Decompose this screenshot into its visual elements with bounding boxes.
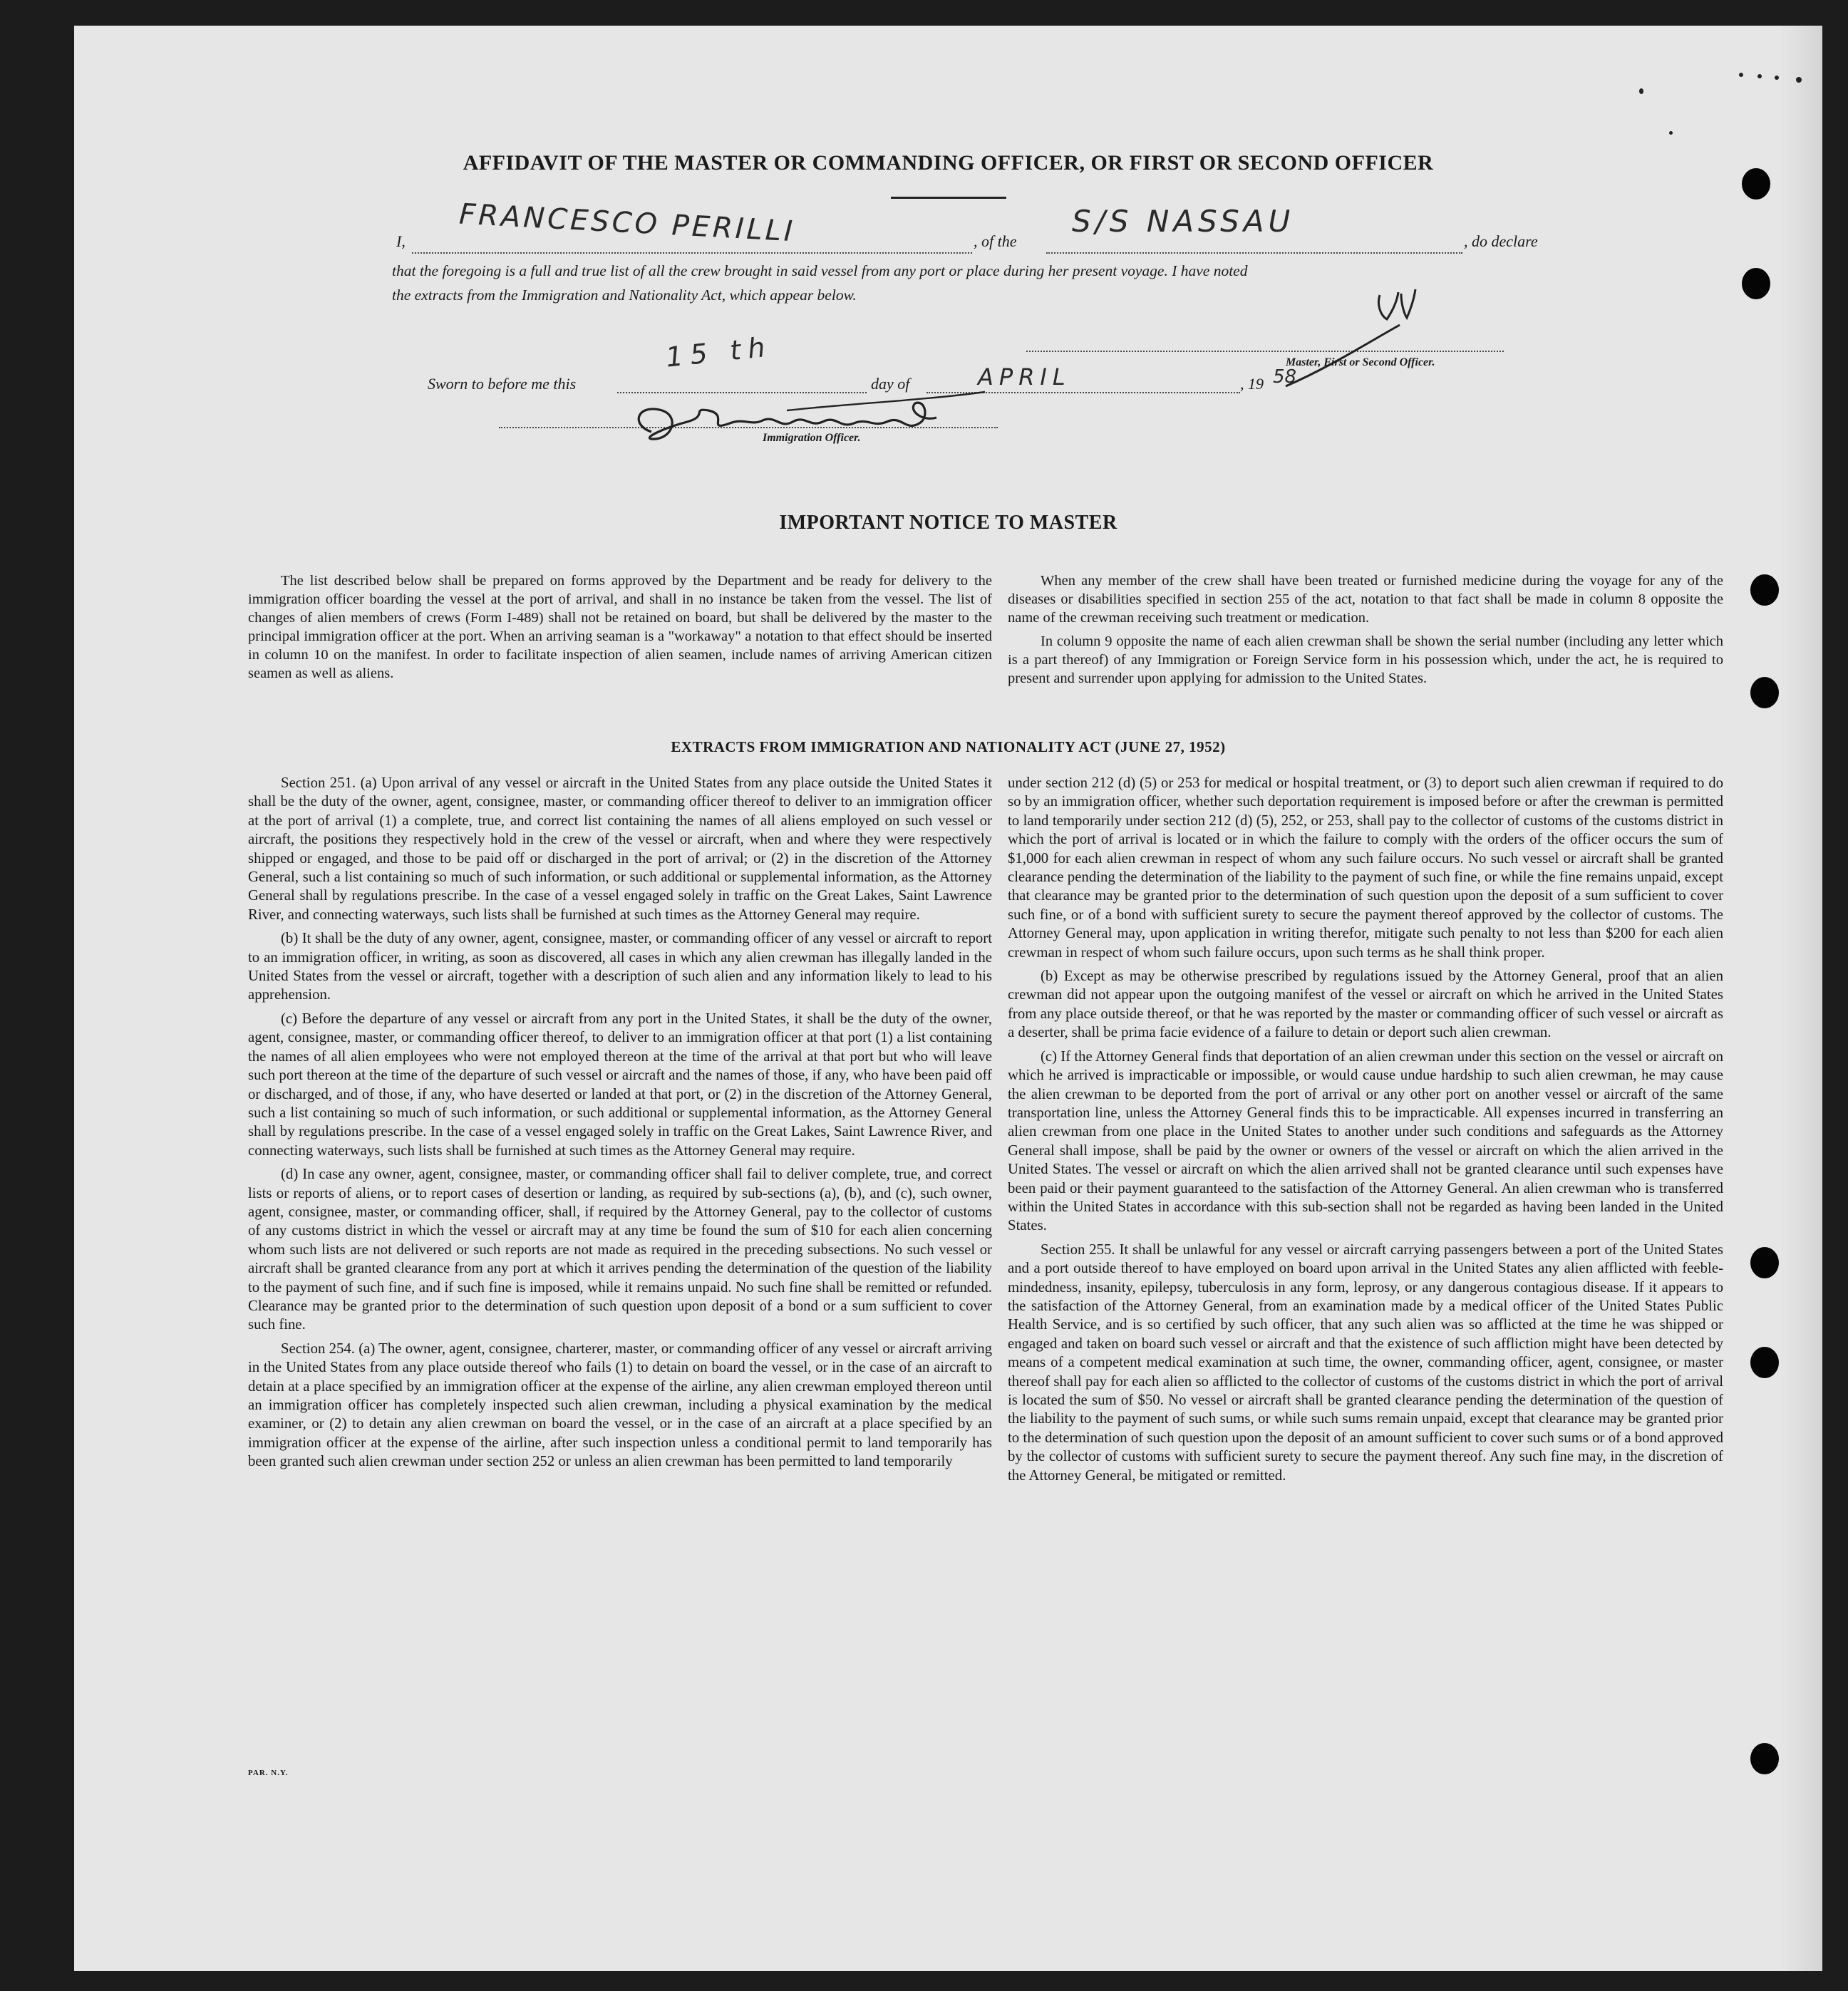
scan-speck	[1796, 77, 1802, 83]
handwritten-month: APRIL	[978, 363, 1071, 391]
extract-section-254a-cont: under section 212 (d) (5) or 253 for medical or hospital treatment, or (3) to deport such alien crewman if required to do so by an immigration officer, whether such deportation requirement is imposed before or after the crewman is permitted to land temporarily under section 212 (d) (5), 252, or 253, shall pay to the collector of customs of the customs district in which the port of arrival is located or in which the failure to comply with the orders of the officer occurs the sum of $1,000 for each alien crewman in respect of whom any such failure occurs. No such vessel or aircraft shall be granted clearance pending the determination of the liability to the payment of such fine, or while the fine remains unpaid, except that clearance may be granted prior to the determination of such question upon the deposit of a sum sufficient to cover such fine, or of a bond with sufficient surety to secure the payment thereof approved by the collector of customs. The Attorney General may, upon application in writing therefor, mitigate such penalty to not less than $200 for each alien crewman in respect of whom such failure occurs, upon such terms as he shall think proper.	[1008, 775, 1723, 961]
i-label: I,	[396, 232, 406, 250]
punch-hole	[1750, 677, 1779, 708]
punch-hole	[1750, 1347, 1779, 1378]
scan-speck	[1757, 74, 1762, 78]
scan-speck	[1739, 73, 1743, 77]
handwritten-name: FRANCESCO PERILLI	[458, 197, 797, 249]
extract-section-251b: (b) It shall be the duty of any owner, agent, consignee, master, or commanding officer of any vessel or aircraft to report to an immigration officer, in writing, as soon as discovered, all cases in which any alien crewman has illegally landed in the United States from the vessel or aircraft, together with a description of such alien and any information likely to lead to his apprehension.	[248, 930, 992, 1003]
scan-speck	[1669, 131, 1673, 135]
extract-section-251d: (d) In case any owner, agent, consignee, master, or commanding officer shall fail to deliver complete, true, and correct lists or reports of aliens, or to report cases of desertion or landing, as required by sub-sections (a), (b), and (c), such owner, agent, consignee, master, or commanding officer, shall, if required by the Attorney General, pay to the collector of customs of any customs district in which the vessel or aircraft may at any time be found the sum of $10 for each alien concerning whom such lists are not delivered or such reports are not made as required in the preceding subsections. No such vessel or aircraft shall be granted clearance from any port at which it arrives pending the determination of the question of the liability to the payment of such fine, and if such fine is imposed, while it remains unpaid. No such fine shall be remitted or refunded. Clearance may be granted prior to the determination of such question upon deposit of a bond or a sum sufficient to cover such fine.	[248, 1166, 992, 1333]
handwritten-day: 15 th	[664, 331, 774, 373]
notice-left-paragraph: The list described below shall be prepared on forms approved by the Department and be ready for delivery to the immigration officer boarding the vessel at the port of arrival, and shall in no instance be taken from the vessel. The list of changes of alien members of crews (Form I-489) shall not be retained on board, but shall be delivered by the master to the principal immigration officer at the port. When an arriving seaman is a "workaway" a notation to that effect should be inserted in column 10 on the manifest. In order to facilitate inspection of alien seamen, include names of arriving American citizen seamen as well as aliens.	[248, 573, 992, 681]
officer-caption: Immigration Officer.	[763, 432, 861, 444]
handwritten-year: 58	[1273, 366, 1297, 388]
extract-section-254c: (c) If the Attorney General finds that deportation of an alien crewman under this section on the vessel or aircraft on which he arrived is impracticable or impossible, or would cause undue hardship to such alien crewman, he may cause the alien crewman to be deported from the port of arrival or any other port on another vessel or aircraft of the same transportation line, unless the Attorney General finds this to be impracticable. All expenses incurred in transferring an alien crewman from one place in the United States to another under such conditions and safeguards as the Attorney General shall impose, shall be paid by the owner or owners of the vessel or aircraft on which the alien arrived in the United States. The vessel or aircraft on which the alien arrived shall not be granted clearance until such expenses have been paid or their payment guaranteed to the satisfaction of the Attorney General. An alien crewman who is transferred within the United States in accordance with this sub-section shall not be regarded as having been landed in the United States.	[1008, 1048, 1723, 1234]
extract-section-251c: (c) Before the departure of any vessel or aircraft from any port in the United States, it shall be the duty of the owner, agent, consignee, master, or commanding officer thereof, to deliver to an immigration officer at that port (1) a list containing the names of all alien employees who were not employed thereon at the time of the arrival at that port but who will leave such port thereon at the time of the departure of such vessel or aircraft and the names of those, if any, who have been paid off or discharged, and of those, if any, who have deserted or landed at that port, or (2) in the discretion of the Attorney General, such a list containing so much of such information, or such additional or supplemental information, as the Attorney General shall by regulations prescribe. In the case of a vessel engaged solely in traffic on the Great Lakes, Saint Lawrence River, and connecting waterways, such lists shall be furnished at such times as the Attorney General may require.	[248, 1010, 992, 1159]
vessel-line	[1046, 252, 1462, 254]
scan-speck	[1639, 88, 1643, 94]
extract-section-255: Section 255. It shall be unlawful for any vessel or aircraft carrying passengers between a port of the United States and a port outside thereof to have employed on board upon arrival in the United States any alien afflicted with feeble-mindedness, insanity, epilepsy, tuberculosis in any form, leprosy, or any dangerous contagious disease. If it appears to the satisfaction of the Attorney General, from an examination made by a medical officer of the United States Public Health Service, and is so certified by such officer, that any such alien was so afflicted at the time he was shipped or engaged and taken on board such vessel or aircraft and that the existence of such affliction might have been detected by means of a competent medical examination at such time, the owner, commanding officer, agent, consignee, or master thereof shall pay for each alien so afflicted to the collector of customs of the customs district in which the port of arrival is located the sum of $50. No vessel or aircraft shall be granted clearance pending the determination of the question of the liability to the payment of such sums, or while such sums remain unpaid, except that clearance may be granted prior to the determination of such question upon the deposit of an amount sufficient to cover such sums or of a bond approved by the collector of customs with sufficient surety to secure the payment thereof. Any such fine may, in the discretion of the Attorney General, be mitigated or remitted.	[1008, 1241, 1723, 1484]
statement-line-2: the extracts from the Immigration and Nationality Act, which appear below.	[392, 286, 857, 304]
extract-section-254b: (b) Except as may be otherwise prescribed by regulations issued by the Attorney General, proof that an alien crewman did not appear upon the outgoing manifest of the vessel or aircraft on which he arrived in the United States from any place outside thereof, or that he was reported by the master or commanding officer of such vessel or aircraft as a deserter, shall be prima facie evidence of a failure to detain or deport such alien crewman.	[1008, 968, 1723, 1041]
statement-line-1: that the foregoing is a full and true list of all the crew brought in said vessel from any port or place during her present voyage. I have noted	[392, 262, 1248, 279]
notice-left-column	[248, 572, 992, 688]
do-declare-label: , do declare	[1464, 232, 1538, 250]
of-the-label: , of the	[974, 232, 1017, 250]
notice-right-column	[1008, 572, 1723, 693]
day-of-label: day of	[871, 375, 910, 393]
notice-title: IMPORTANT NOTICE TO MASTER	[779, 512, 1117, 534]
extracts-right-column	[1008, 774, 1723, 1490]
extract-section-254a: Section 254. (a) The owner, agent, consignee, charterer, master, or commanding officer of any vessel or aircraft arriving in the United States from any place outside thereof who fails (1) to detain on board the vessel, or in the case of an aircraft to detain at a place specified by an immigration officer at the expense of the airline, any alien crewman employed thereon until an immigration officer has completely inspected such alien crewman, including a physical examination by the medical examiner, or (2) to detain any alien crewman on board the vessel, or in the case of an aircraft at a place specified by an immigration officer at the expense of the airline, after such inspection unless a conditional permit to land temporarily has been granted such alien crewman under section 252 or unless an alien crewman has been permitted to land temporarily	[248, 1340, 992, 1470]
scan-speck	[1775, 76, 1779, 80]
page-title: AFFIDAVIT OF THE MASTER OR COMMANDING OFFICER, OR FIRST OR SECOND OFFICER	[463, 151, 1434, 175]
master-caption: Master, First or Second Officer.	[1286, 356, 1435, 368]
scan-shading	[1780, 26, 1822, 1971]
punch-hole	[1750, 1743, 1779, 1774]
punch-hole	[1742, 268, 1770, 299]
document-page	[74, 26, 1822, 1971]
notice-right-paragraph-2: In column 9 opposite the name of each alien crewman shall be shown the serial number (including any letter which is a part thereof) of any Immigration or Foreign Service form in his possession which, under the act, he is required to present and surrender upon applying for admission to the United States.	[1008, 634, 1723, 686]
printer-mark: PAR. N.Y.	[248, 1769, 289, 1777]
extracts-left-column	[248, 774, 992, 1477]
handwritten-vessel: S/S NASSAU	[1072, 204, 1295, 239]
title-underline	[891, 197, 1006, 199]
punch-hole	[1750, 1247, 1779, 1278]
notice-right-paragraph-1: When any member of the crew shall have been treated or furnished medicine during the voyage for any of the diseases or disabilities specified in section 255 of the act, notation to that fact shall be made in column 8 opposite the name of the crewman receiving such treatment or medication.	[1008, 573, 1723, 626]
extract-section-251a: Section 251. (a) Upon arrival of any vessel or aircraft in the United States from any place outside the United States it shall be the duty of the owner, agent, consignee, master, or commanding officer thereof to deliver to an immigration officer at the port of arrival (1) a complete, true, and correct list containing the names of all aliens employed on such vessel or aircraft, the positions they respectively hold in the crew of the vessel or aircraft, when and where they were respectively shipped or engaged, and those to be paid off or discharged in the port of arrival; or (2) in the discretion of the Attorney General, such a list containing so much of such information, or such additional or supplemental information, as the Attorney General shall by regulations prescribe. In the case of a vessel engaged solely in traffic on the Great Lakes, Saint Lawrence River, and connecting waterways, such lists shall be furnished at such times as the Attorney General may require.	[248, 775, 992, 923]
sworn-label: Sworn to before me this	[428, 375, 577, 393]
year-prefix: , 19	[1240, 375, 1264, 393]
extracts-title: EXTRACTS FROM IMMIGRATION AND NATIONALITY ACT (JUNE 27, 1952)	[671, 738, 1226, 755]
name-line	[412, 252, 972, 254]
punch-hole	[1750, 574, 1779, 606]
officer-signature-scrawl	[623, 382, 1022, 460]
